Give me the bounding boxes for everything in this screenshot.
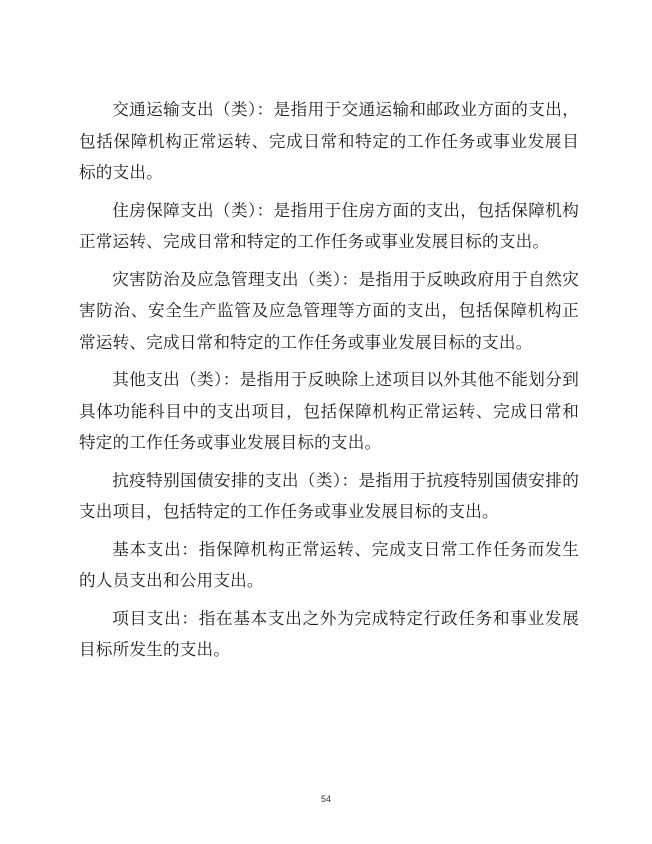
paragraph-housing-expenditure: 住房保障支出（类）：是指用于住房方面的支出，包括保障机构正常运转、完成日常和特定的工作任务或事业发展目标的支出。 [79,200,579,251]
paragraph-transport-expenditure: 交通运输支出（类）：是指用于交通运输和邮政业方面的支出，包括保障机构正常运转、完成日常和特定的工作任务或事业发展目标的支出。 [79,100,579,182]
document-body [79,94,579,672]
paragraph-project-expenditure: 项目支出：指在基本支出之外为完成特定行政任务和事业发展目标所发生的支出。 [79,608,579,659]
paragraph-epidemic-bond-expenditure: 抗疫特别国债安排的支出（类）：是指用于抗疫特别国债安排的支出项目，包括特定的工作任务或事业发展目标的支出。 [79,470,579,521]
paragraph-basic-expenditure: 基本支出：指保障机构正常运转、完成支日常工作任务而发生的人员支出和公用支出。 [79,539,579,590]
page-number: 54 [320,794,331,804]
paragraph-disaster-expenditure: 灾害防治及应急管理支出（类）：是指用于反映政府用于自然灾害防治、安全生产监管及应急管理等方面的支出，包括保障机构正常运转、完成日常和特定的工作任务或事业发展目标的支出。 [79,269,579,352]
paragraph-other-expenditure: 其他支出（类）：是指用于反映除上述项目以外其他不能划分到具体功能科目中的支出项目，包括保障机构正常运转、完成日常和特定的工作任务或事业发展目标的支出。 [79,370,579,452]
